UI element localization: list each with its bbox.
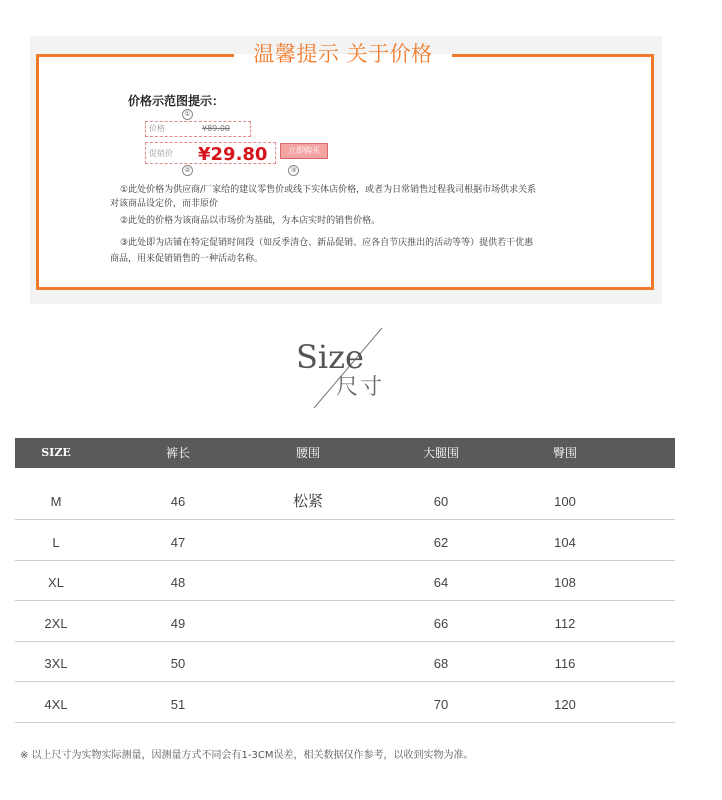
cell-size: XL <box>48 575 64 590</box>
cell-thigh: 60 <box>433 494 449 509</box>
original-price-row <box>145 121 251 137</box>
header-hip: 臀围 <box>552 446 577 460</box>
cell-size: 3XL <box>44 656 68 671</box>
cell-hip: 120 <box>554 696 576 712</box>
note-line-1: ①此处价格为供应商/厂家给的建议零售价或线下实体店价格，或者为日常销售过程我司根据市场供求关系 <box>120 185 537 195</box>
cell-waist <box>268 653 348 673</box>
cell-hip: 116 <box>554 656 576 671</box>
cell-size: M <box>50 494 62 509</box>
cell-waist <box>268 613 348 633</box>
cell-size: 4XL <box>44 696 68 712</box>
cell-length: 47 <box>170 534 186 550</box>
cell-thigh: 62 <box>433 534 449 550</box>
cell-length: 48 <box>170 575 186 590</box>
cell-thigh: 64 <box>433 575 449 590</box>
buy-now-button: 立即购买 <box>280 143 328 159</box>
table-row-divider <box>15 519 675 520</box>
table-row-divider <box>15 641 675 642</box>
note-line-5: 商品，用来促销销售的一种活动名称。 <box>110 254 264 264</box>
promo-price-value: ¥29.80 <box>198 144 268 165</box>
cell-waist <box>268 572 348 592</box>
cell-hip: 108 <box>554 575 576 590</box>
marker-1: ① <box>182 109 193 120</box>
size-heading-english: Size <box>296 338 364 376</box>
header-thigh: 大腿围 <box>422 446 459 460</box>
cell-hip: 104 <box>554 534 576 550</box>
header-waist: 腰围 <box>295 446 320 460</box>
table-row-divider <box>15 600 675 601</box>
cell-hip: 112 <box>554 615 576 631</box>
table-row-divider <box>15 560 675 561</box>
cell-length: 50 <box>170 656 186 671</box>
size-heading-chinese: 尺寸 <box>336 375 385 400</box>
size-table-header <box>15 438 675 468</box>
note-line-4: ③此处即为店铺在特定促销时间段（如反季清仓、新品促销、应各自节庆推出的活动等等）提供若干优惠 <box>120 238 534 248</box>
cell-size: L <box>52 534 60 550</box>
size-heading <box>284 326 404 412</box>
header-length: 裤长 <box>165 446 190 460</box>
original-price-value: ¥89.00 <box>202 124 230 133</box>
measurement-footnote: ※ 以上尺寸为实物实际测量，因测量方式不同会有1-3CM误差，相关数据仅作参考，以收到实物为准。 <box>20 750 474 761</box>
cell-hip: 100 <box>554 494 576 509</box>
table-row-divider <box>15 722 675 723</box>
cell-thigh: 68 <box>433 656 449 671</box>
cell-waist <box>268 532 348 552</box>
notice-title: 温馨提示 关于价格 <box>253 42 433 66</box>
marker-2: ② <box>182 165 193 176</box>
cell-thigh: 70 <box>433 696 449 712</box>
cell-length: 51 <box>170 696 186 712</box>
header-size: SIZE <box>41 446 71 459</box>
price-range-title: 价格示范图提示： <box>128 94 225 108</box>
cell-thigh: 66 <box>433 615 449 631</box>
cell-waist <box>268 694 348 714</box>
cell-length: 49 <box>170 615 186 631</box>
notice-border-left <box>36 54 234 57</box>
marker-3: ③ <box>288 165 299 176</box>
table-row-divider <box>15 681 675 682</box>
notice-border-right <box>452 54 654 57</box>
promo-price-row <box>145 142 276 164</box>
cell-waist: 松紧 <box>292 492 323 510</box>
cell-size: 2XL <box>44 615 68 631</box>
cell-length: 46 <box>170 494 186 509</box>
promo-price-label: 促销价 <box>149 149 173 158</box>
note-line-3: ②此处的价格为该商品以市场价为基础，为本店实时的销售价格。 <box>120 216 381 226</box>
original-price-label: 价格 <box>149 124 165 133</box>
note-line-2: 对该商品设定价，而非原价 <box>110 199 219 209</box>
